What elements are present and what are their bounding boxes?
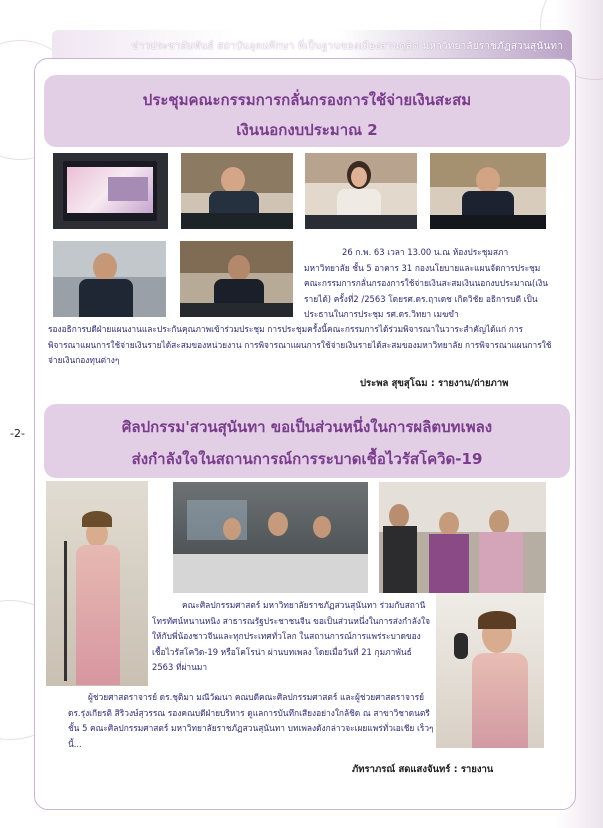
article2-title-line2: ส่งกำลังใจในสถานการณ์การระบาดเชื้อไวรัสโควิด-19 xyxy=(131,450,483,468)
page-number: -2- xyxy=(10,427,25,440)
article2-credit: ภัทราภรณ์ สดแสงจันทร์ : รายงาน xyxy=(352,764,494,775)
article2-paragraph1: คณะศิลปกรรมศาสตร์ มหาวิทยาลัยราชภัฏสวนสุนันทา ร่วมกับสถานีโทรทัศน์หนานหนิง สาธารณรัฐประชาชนจีน ขอเป็นส่วนหนึ่งในการส่งกำลังใจให้กับพี่น้องชาวจีนและทุกประเทศทั่วโลก ในสถานการณ์การแพร่ระบาดของเชื้อไวรัสโควิด-19 หรือโคโรน่า ผ่านบทเพลง โดยเมื่อวันที่ 21 กุมภาพันธ์ 2563 ที่ผ่านมา xyxy=(152,600,430,672)
article1-title-box xyxy=(44,75,570,147)
meeting-photo-man-glasses xyxy=(181,153,293,229)
article1-title-line2: เงินนอกงบประมาณ 2 xyxy=(236,121,378,139)
meeting-photo-chairman xyxy=(430,153,546,229)
studio-group-photo xyxy=(379,482,546,593)
meeting-screen-photo xyxy=(53,153,168,229)
article1-credit: ประพล สุขสุโฉม : รายงาน/ถ่ายภาพ xyxy=(360,378,509,389)
meeting-photo-man-mic xyxy=(180,241,293,317)
recording-studio-photo xyxy=(173,482,368,593)
singer-thai-dress-photo xyxy=(46,481,148,686)
meeting-photo-woman xyxy=(305,153,417,229)
meeting-photo-man-suit xyxy=(53,241,166,317)
article1-title-line1: ประชุมคณะกรรมการกลั่นกรองการใช้จ่ายเงินสะสม xyxy=(142,91,472,109)
article1-paragraph-indent: 26 ก.พ. 63 เวลา 13.00 น.ณ ห้องประชุมสภา มหาวิทยาลัย ชั้น 5 อาคาร 31 กองนโยบายและแผนจัดการประชุมคณะกรรมการกลั่นกรองการใช้จ่ายเงินสะสมเงินนอกงบประมาณ(เงินรายได้) ครั้งที่2 /2563 โดยรศ.ดร.ฤาเดช เกิดวิชัย อธิการบดี เป็นประธานในการประชุม รศ.ดร.วิทยา เมฆขำ xyxy=(304,247,548,319)
article2-paragraph2: ผู้ช่วยศาสตราจารย์ ดร.ชุติมา มณีวัฒนา คณบดีคณะศิลปกรรมศาสตร์ และผู้ช่วยศาสตราจารย์ ดร.รุ่งเกียรติ สิริวงษ์สุวรรณ รองคณบดีฝ่ายบริหาร ดูแลการบันทึกเสียงอย่างใกล้ชิด ณ สาขาวิชาดนตรี ชั้น 5 คณะศิลปกรรมศาสตร์ มหาวิทยาลัยราชภัฏสวนสุนันทา บทเพลงดังกล่าวจะเผยแพร่ทั่วเอเชีย เร็วๆนี้... xyxy=(68,692,434,749)
article2-title-box xyxy=(44,404,570,478)
header-text: ข่าวประชาสัมพันธ์ สถาบันอุดมศึกษา ที่เป็นฐานของเมืองสวนดุสิต มหาวิทยาลัยราชภัฏสวนสุนันทา xyxy=(131,41,563,52)
singer-headphones-photo xyxy=(436,593,544,748)
article1-paragraph-full: รองอธิการบดีฝ่ายแผนงานและประกันคุณภาพเข้าร่วมประชุม การประชุมครั้งนี้คณะกรรมการได้ร่วมพิจารณาในวาระสำคัญได้แก่ การพิจารณาแผนการใช้จ่ายเงินรายได้สะสมของหน่วยงาน การพิจารณาแผนการใช้จ่ายเงินรายได้สะสมของมหาวิทยาลัย การพิจารณาแผนการใช้จ่ายเงินกองทุนต่างๆ xyxy=(48,324,552,365)
article2-title-line1: ศิลปกรรม'สวนสุนันทา ขอเป็นส่วนหนึ่งในการผลิตบทเพลง xyxy=(121,418,493,436)
